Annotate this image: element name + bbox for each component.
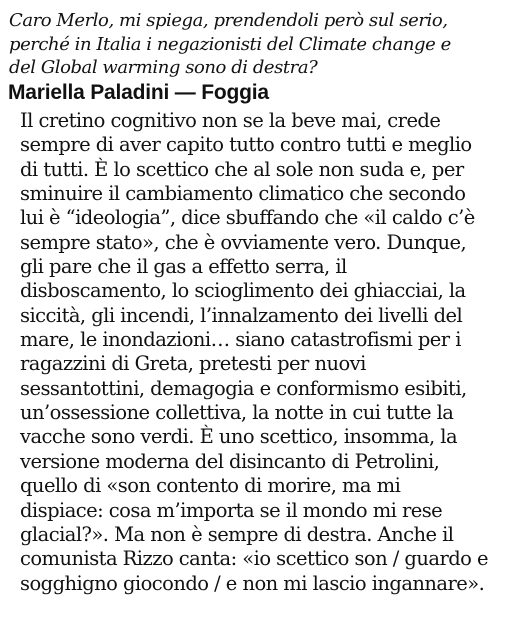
answer-line: ragazzini di Greta, pretesti per nuovi	[20, 352, 366, 376]
answer-line: versione moderna del disincanto di Petrolini,	[20, 449, 440, 473]
answer-line: gli pare che il gas a effetto serra, il	[20, 255, 347, 279]
answer-line: sempre stato», che è ovviamente vero. Dunque,	[20, 230, 467, 254]
question-line: perché in Italia i negazionisti del Climate change e	[9, 33, 451, 55]
answer-line: glacial?». Ma non è sempre di destra. Anche il	[20, 522, 454, 546]
answer-line: comunista Rizzo canta: «io scettico son / guardo e	[20, 547, 488, 571]
answer-line: mare, le inondazioni… siano catastrofismi per i	[20, 328, 461, 352]
answer-line: vacche sono verdi. È uno scettico, insomma, la	[20, 425, 458, 449]
answer-line: siccità, gli incendi, l’innalzamento dei livelli del	[20, 303, 463, 327]
reader-question	[9, 9, 509, 80]
answer-line: sogghigno giocondo / e non mi lascio ingannare».	[20, 571, 485, 595]
answer-line: disboscamento, lo scioglimento dei ghiacciai, la	[20, 279, 466, 303]
answer-line: lui è “ideologia”, dice sbuffando che «il caldo c’è	[20, 206, 475, 230]
question-line: Caro Merlo, mi spiega, prendendoli però sul serio,	[9, 10, 448, 31]
answer-line: di tutti. È lo scettico che al sole non suda e, per	[20, 157, 464, 181]
answer-line: sempre di aver capito tutto contro tutti e meglio	[20, 133, 472, 157]
answer-line: dispiace: cosa m’importa se il mondo mi rese	[20, 498, 443, 522]
answer-line: Il cretino cognitivo non se la beve mai, crede	[20, 109, 441, 132]
answer-line: sminuire il cambiamento climatico che secondo	[20, 182, 466, 206]
answer-line: quello di «son contento di morire, ma mi	[20, 474, 401, 498]
letter-author: Mariella Paladini — Foggia	[8, 81, 269, 104]
question-line: del Global warming sono di destra?	[9, 57, 318, 78]
editor-answer	[20, 109, 512, 596]
answer-line: sessantottini, demagogia e conformismo esibiti,	[20, 376, 467, 400]
answer-line: un’ossessione collettiva, la notte in cui tutte la	[20, 401, 454, 425]
